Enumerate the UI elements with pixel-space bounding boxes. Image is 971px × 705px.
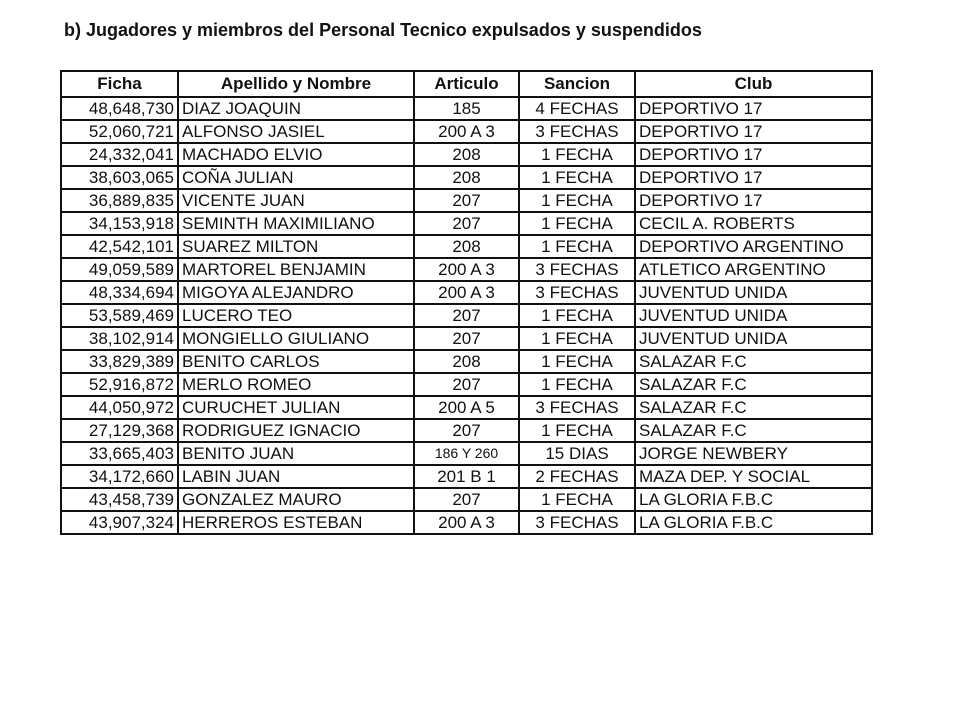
cell-club: LA GLORIA F.B.C [635, 511, 872, 534]
cell-nombre: DIAZ JOAQUIN [178, 97, 414, 120]
cell-ficha: 34,153,918 [61, 212, 178, 235]
cell-articulo: 207 [414, 189, 519, 212]
cell-sancion: 1 FECHA [519, 235, 635, 258]
column-header-sancion: Sancion [519, 71, 635, 97]
cell-articulo: 207 [414, 304, 519, 327]
cell-nombre: ALFONSO JASIEL [178, 120, 414, 143]
column-header-ficha: Ficha [61, 71, 178, 97]
cell-ficha: 42,542,101 [61, 235, 178, 258]
cell-ficha: 33,665,403 [61, 442, 178, 465]
cell-articulo: 208 [414, 143, 519, 166]
cell-ficha: 44,050,972 [61, 396, 178, 419]
table-row [61, 120, 872, 143]
table-row [61, 465, 872, 488]
cell-nombre: LUCERO TEO [178, 304, 414, 327]
column-header-club: Club [635, 71, 872, 97]
cell-sancion: 3 FECHAS [519, 396, 635, 419]
cell-sancion: 2 FECHAS [519, 465, 635, 488]
column-header-articulo: Articulo [414, 71, 519, 97]
column-header-nombre: Apellido y Nombre [178, 71, 414, 97]
cell-nombre: BENITO CARLOS [178, 350, 414, 373]
cell-club: DEPORTIVO 17 [635, 143, 872, 166]
cell-sancion: 1 FECHA [519, 350, 635, 373]
cell-nombre: MERLO ROMEO [178, 373, 414, 396]
cell-articulo: 200 A 3 [414, 281, 519, 304]
table-row [61, 281, 872, 304]
cell-club: SALAZAR F.C [635, 396, 872, 419]
cell-club: MAZA DEP. Y SOCIAL [635, 465, 872, 488]
cell-articulo: 200 A 3 [414, 511, 519, 534]
cell-articulo: 207 [414, 488, 519, 511]
table-row [61, 419, 872, 442]
cell-ficha: 53,589,469 [61, 304, 178, 327]
cell-nombre: MIGOYA ALEJANDRO [178, 281, 414, 304]
table-row [61, 235, 872, 258]
cell-ficha: 38,603,065 [61, 166, 178, 189]
cell-club: SALAZAR F.C [635, 419, 872, 442]
table-row [61, 258, 872, 281]
cell-nombre: MACHADO ELVIO [178, 143, 414, 166]
cell-club: JORGE NEWBERY [635, 442, 872, 465]
cell-articulo: 185 [414, 97, 519, 120]
cell-articulo: 207 [414, 419, 519, 442]
cell-ficha: 43,907,324 [61, 511, 178, 534]
cell-sancion: 15 DIAS [519, 442, 635, 465]
cell-sancion: 1 FECHA [519, 419, 635, 442]
cell-club: ATLETICO ARGENTINO [635, 258, 872, 281]
table-row [61, 143, 872, 166]
cell-nombre: MARTOREL BENJAMIN [178, 258, 414, 281]
cell-ficha: 33,829,389 [61, 350, 178, 373]
cell-club: DEPORTIVO 17 [635, 97, 872, 120]
cell-sancion: 1 FECHA [519, 212, 635, 235]
cell-nombre: SEMINTH MAXIMILIANO [178, 212, 414, 235]
cell-club: JUVENTUD UNIDA [635, 281, 872, 304]
table-body [61, 97, 872, 534]
cell-sancion: 1 FECHA [519, 304, 635, 327]
cell-club: SALAZAR F.C [635, 350, 872, 373]
cell-sancion: 3 FECHAS [519, 120, 635, 143]
cell-club: DEPORTIVO 17 [635, 166, 872, 189]
cell-sancion: 4 FECHAS [519, 97, 635, 120]
cell-ficha: 43,458,739 [61, 488, 178, 511]
cell-nombre: BENITO JUAN [178, 442, 414, 465]
cell-club: DEPORTIVO 17 [635, 189, 872, 212]
table-row [61, 304, 872, 327]
cell-sancion: 1 FECHA [519, 488, 635, 511]
cell-club: SALAZAR F.C [635, 373, 872, 396]
cell-articulo: 207 [414, 327, 519, 350]
table-row [61, 396, 872, 419]
cell-club: DEPORTIVO ARGENTINO [635, 235, 872, 258]
cell-articulo: 201 B 1 [414, 465, 519, 488]
table-row [61, 511, 872, 534]
cell-articulo: 200 A 5 [414, 396, 519, 419]
cell-ficha: 34,172,660 [61, 465, 178, 488]
table-row [61, 373, 872, 396]
cell-ficha: 48,334,694 [61, 281, 178, 304]
cell-nombre: COÑA JULIAN [178, 166, 414, 189]
table-row [61, 442, 872, 465]
cell-articulo: 186 Y 260 [414, 442, 519, 465]
cell-club: LA GLORIA F.B.C [635, 488, 872, 511]
cell-nombre: MONGIELLO GIULIANO [178, 327, 414, 350]
sanctions-table [60, 70, 873, 535]
cell-ficha: 48,648,730 [61, 97, 178, 120]
cell-sancion: 1 FECHA [519, 166, 635, 189]
cell-articulo: 208 [414, 166, 519, 189]
cell-sancion: 3 FECHAS [519, 281, 635, 304]
cell-ficha: 52,916,872 [61, 373, 178, 396]
cell-sancion: 3 FECHAS [519, 511, 635, 534]
cell-articulo: 200 A 3 [414, 120, 519, 143]
cell-nombre: GONZALEZ MAURO [178, 488, 414, 511]
cell-club: JUVENTUD UNIDA [635, 304, 872, 327]
cell-articulo: 208 [414, 350, 519, 373]
cell-nombre: RODRIGUEZ IGNACIO [178, 419, 414, 442]
cell-articulo: 207 [414, 212, 519, 235]
table-row [61, 212, 872, 235]
table-row [61, 97, 872, 120]
table-row [61, 166, 872, 189]
cell-ficha: 49,059,589 [61, 258, 178, 281]
cell-nombre: CURUCHET JULIAN [178, 396, 414, 419]
cell-sancion: 1 FECHA [519, 327, 635, 350]
cell-ficha: 52,060,721 [61, 120, 178, 143]
cell-articulo: 207 [414, 373, 519, 396]
table-row [61, 350, 872, 373]
page-title: b) Jugadores y miembros del Personal Tecnico expulsados y suspendidos [64, 20, 702, 40]
cell-club: JUVENTUD UNIDA [635, 327, 872, 350]
cell-club: DEPORTIVO 17 [635, 120, 872, 143]
cell-articulo: 200 A 3 [414, 258, 519, 281]
cell-nombre: LABIN JUAN [178, 465, 414, 488]
cell-sancion: 1 FECHA [519, 189, 635, 212]
cell-nombre: HERREROS ESTEBAN [178, 511, 414, 534]
cell-nombre: VICENTE JUAN [178, 189, 414, 212]
cell-articulo: 208 [414, 235, 519, 258]
table-row [61, 488, 872, 511]
cell-club: CECIL A. ROBERTS [635, 212, 872, 235]
table-header-row [61, 71, 872, 97]
table-row [61, 327, 872, 350]
table-row [61, 189, 872, 212]
cell-ficha: 38,102,914 [61, 327, 178, 350]
cell-ficha: 36,889,835 [61, 189, 178, 212]
cell-nombre: SUAREZ MILTON [178, 235, 414, 258]
cell-sancion: 1 FECHA [519, 143, 635, 166]
cell-ficha: 24,332,041 [61, 143, 178, 166]
cell-sancion: 3 FECHAS [519, 258, 635, 281]
cell-sancion: 1 FECHA [519, 373, 635, 396]
cell-ficha: 27,129,368 [61, 419, 178, 442]
